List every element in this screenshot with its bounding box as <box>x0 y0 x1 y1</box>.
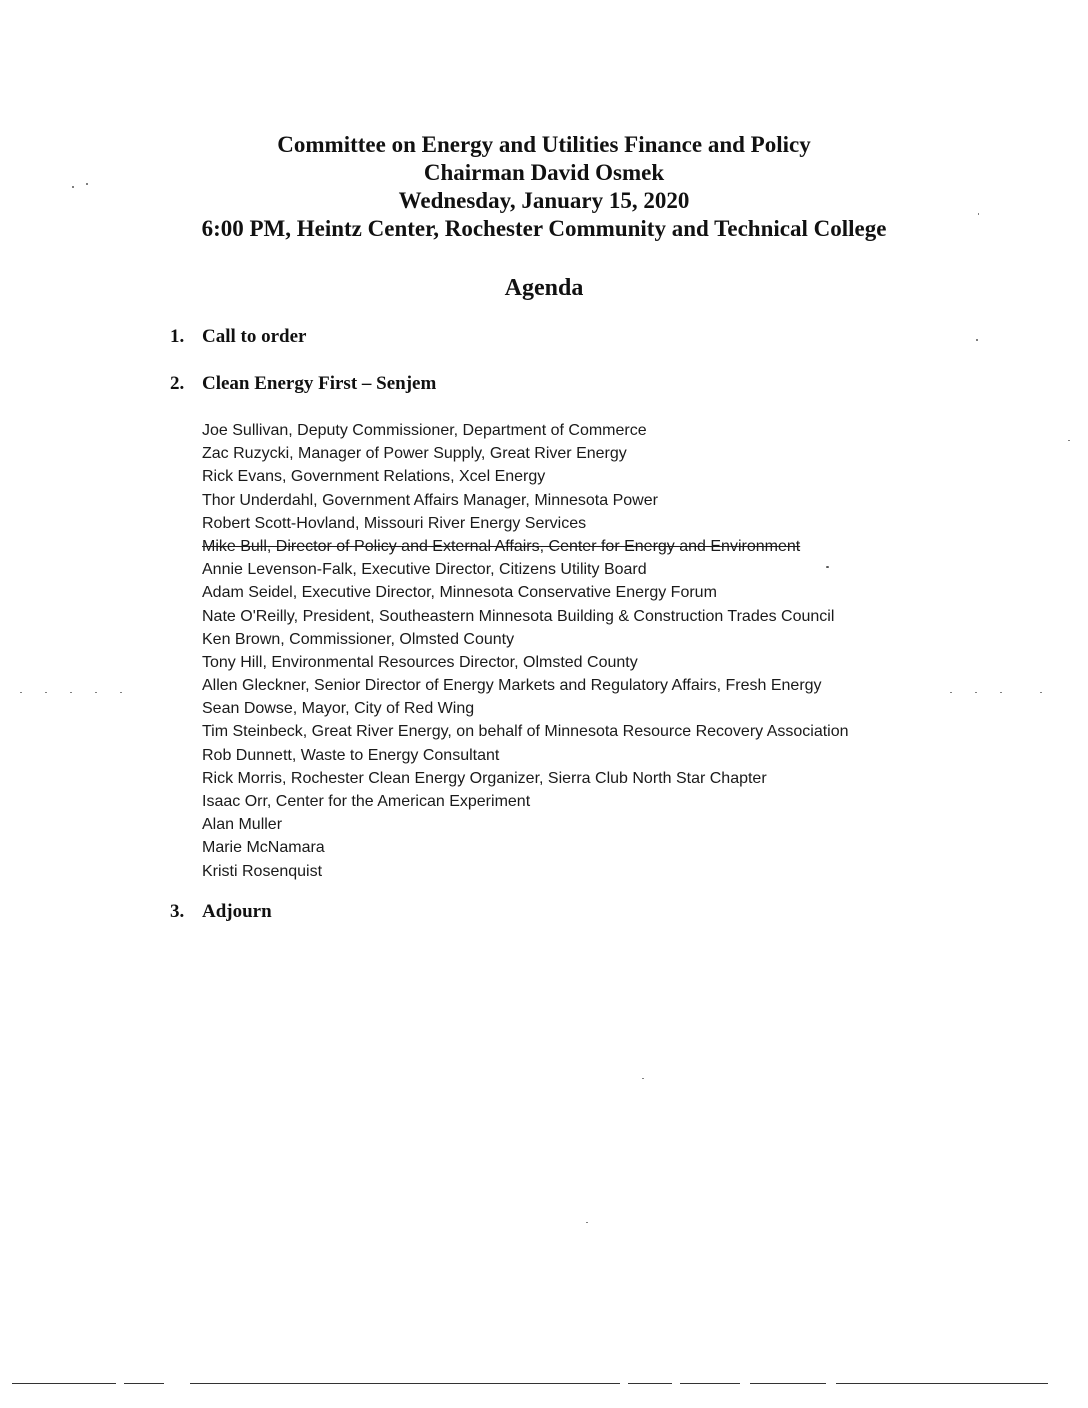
speaker-item: Ken Brown, Commissioner, Olmsted County <box>202 630 515 648</box>
scan-speck <box>826 566 829 568</box>
speaker-item: Robert Scott-Hovland, Missouri River Energy Services <box>202 514 587 532</box>
meeting-header <box>0 131 1088 243</box>
speaker-item: Tony Hill, Environmental Resources Director, Olmsted County <box>202 653 638 671</box>
agenda-item-call-to-order <box>170 325 306 349</box>
scan-speck <box>642 1078 644 1079</box>
speaker-item: Allen Gleckner, Senior Director of Energy Markets and Regulatory Affairs, Fresh Energy <box>202 677 822 695</box>
speaker-item: Zac Ruzycki, Manager of Power Supply, Great River Energy <box>202 445 627 463</box>
scan-edge-line <box>836 1383 1048 1384</box>
agenda-item-number: 1. <box>170 326 185 347</box>
scan-edge-line <box>124 1383 164 1384</box>
speaker-item: Rick Evans, Government Relations, Xcel Energy <box>202 468 546 486</box>
scan-edge-line <box>190 1383 620 1384</box>
scan-speck <box>70 692 72 693</box>
meeting-date: Wednesday, January 15, 2020 <box>398 188 690 213</box>
agenda-item-title: Adjourn <box>202 901 272 922</box>
speaker-item: Isaac Orr, Center for the American Experiment <box>202 793 531 810</box>
scan-speck <box>1040 692 1042 693</box>
scan-edge-line <box>12 1383 116 1384</box>
committee-name: Committee on Energy and Utilities Finance and Policy <box>277 132 811 157</box>
scan-edge-line <box>628 1383 672 1384</box>
meeting-time-location: 6:00 PM, Heintz Center, Rochester Community and Technical College <box>201 216 887 241</box>
speaker-item: Alan Muller <box>202 816 283 834</box>
scan-speck <box>72 186 74 188</box>
scan-speck <box>976 339 978 341</box>
scan-speck <box>86 183 88 185</box>
scan-edge-line <box>750 1383 826 1384</box>
speaker-list <box>202 419 849 883</box>
scan-speck <box>975 692 977 693</box>
speaker-item: Joe Sullivan, Deputy Commissioner, Department of Commerce <box>202 422 647 439</box>
chair-name: Chairman David Osmek <box>423 160 665 185</box>
speaker-item: Marie McNamara <box>202 839 325 857</box>
speaker-item: Adam Seidel, Executive Director, Minnesota Conservative Energy Forum <box>202 584 717 602</box>
agenda-item-adjourn <box>170 900 272 924</box>
scan-speck <box>950 692 952 693</box>
scan-speck <box>1068 440 1070 441</box>
speaker-item: Rick Morris, Rochester Clean Energy Organizer, Sierra Club North Star Chapter <box>202 769 767 787</box>
speaker-item: Kristi Rosenquist <box>202 862 323 880</box>
scan-speck <box>120 692 122 693</box>
speaker-item: Sean Dowse, Mayor, City of Red Wing <box>202 700 475 718</box>
scan-speck <box>978 213 979 215</box>
agenda-item-title: Clean Energy First – Senjem <box>202 373 437 394</box>
scan-speck <box>20 692 22 693</box>
agenda-item-number: 3. <box>170 901 185 922</box>
speaker-item: Tim Steinbeck, Great River Energy, on behalf of Minnesota Resource Recovery Association <box>202 723 849 741</box>
scan-speck <box>45 692 47 693</box>
agenda-item-title: Call to order <box>202 326 307 347</box>
agenda-item-clean-energy-first <box>170 372 436 396</box>
scan-speck <box>586 1222 588 1223</box>
speaker-item: Nate O'Reilly, President, Southeastern Minnesota Building & Construction Trades Council <box>202 607 835 625</box>
speaker-item: Annie Levenson-Falk, Executive Director, Citizens Utility Board <box>202 561 647 579</box>
speaker-item: Rob Dunnett, Waste to Energy Consultant <box>202 746 500 764</box>
scan-speck <box>1000 692 1002 693</box>
speaker-item: Thor Underdahl, Government Affairs Manager, Minnesota Power <box>202 491 658 509</box>
agenda-item-number: 2. <box>170 373 185 394</box>
agenda-title: Agenda <box>504 275 584 301</box>
scan-speck <box>95 692 97 693</box>
speaker-item-struck-through: Mike Bull, Director of Policy and External Affairs, Center for Energy and Environment <box>202 537 801 555</box>
scan-edge-line <box>680 1383 740 1384</box>
